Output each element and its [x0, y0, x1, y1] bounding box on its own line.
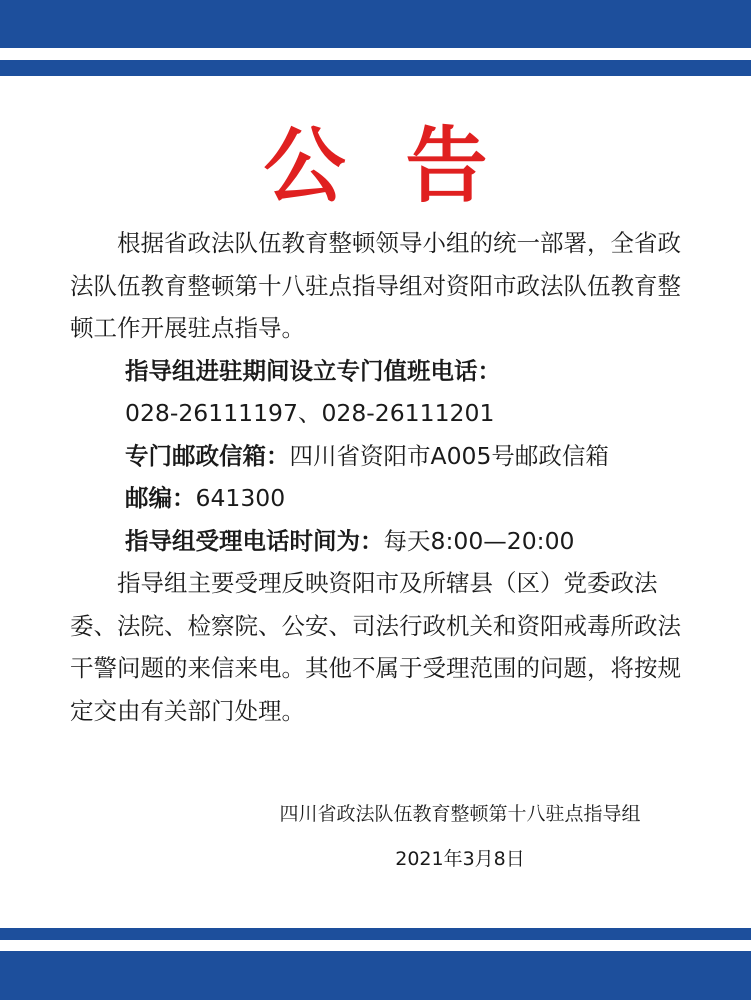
hours-line: [70, 520, 690, 563]
mailbox-label: 专门邮政信箱：: [125, 441, 290, 470]
postcode-label: 邮编：: [125, 484, 196, 512]
signature-org: 四川省政法队伍教育整顿第十八驻点指导组: [279, 803, 641, 825]
notice-title: 公告: [263, 118, 548, 214]
intro-paragraph: 根据省政法队伍教育整顿领导小组的统一部署，全省政法队伍教育整顿第十八驻点指导组对资阳市政法队伍教育整顿工作开展驻点指导。: [70, 229, 681, 342]
bottom-band-thin: [0, 928, 751, 940]
hotline-numbers: 028-26111197、028-26111201: [125, 399, 495, 427]
signature-date: 2021年3月8日: [395, 848, 525, 870]
top-band-thin: [0, 60, 751, 76]
hotline-label: 指导组进驻期间设立专门值班电话：: [125, 356, 501, 385]
postcode-line: [70, 477, 690, 520]
notice-body: [70, 222, 690, 732]
top-band-thick: [0, 0, 751, 48]
postcode-value: 641300: [195, 484, 286, 512]
hours-label: 指导组受理电话时间为：: [125, 526, 384, 555]
scope-paragraph: 指导组主要受理反映资阳市及所辖县（区）党委政法委、法院、检察院、公安、司法行政机关和资阳戒毒所政法干警问题的来信来电。其他不属于受理范围的问题，将按规定交由有关部门处理。: [70, 569, 681, 725]
mailbox-line: [70, 435, 690, 478]
hours-value: 每天8:00—20:00: [383, 526, 575, 555]
mailbox-value: 四川省资阳市A005号邮政信箱: [289, 441, 609, 470]
bottom-band-thick: [0, 951, 751, 1000]
